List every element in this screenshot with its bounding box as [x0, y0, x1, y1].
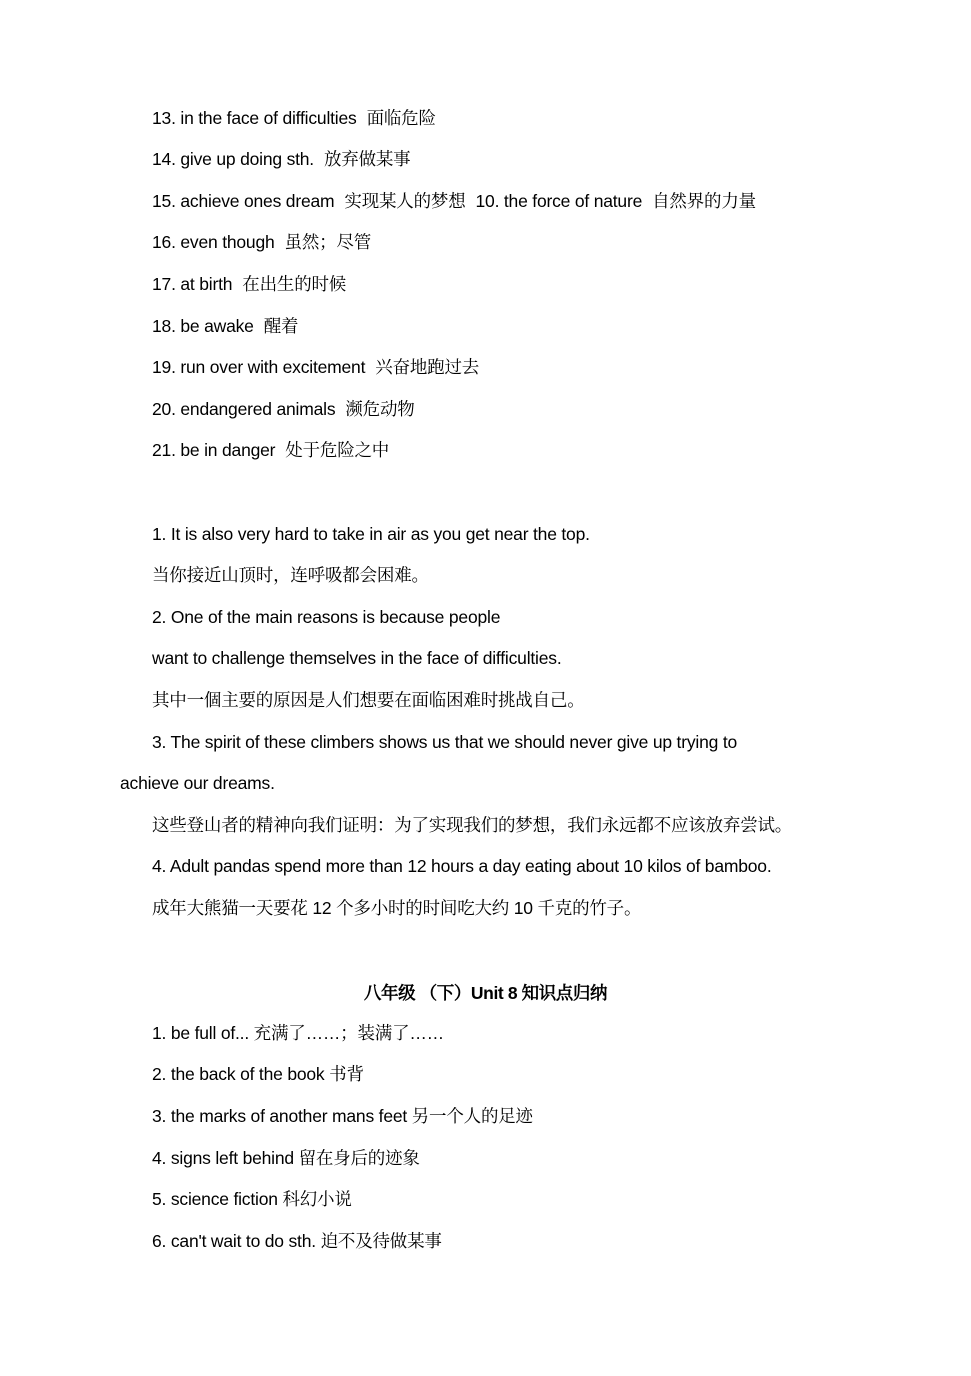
- sentence-english: 1. It is also very hard to take in air as you get near the top.: [152, 524, 590, 544]
- phrase-english: 14. give up doing sth.: [152, 149, 314, 169]
- phrase-item: [152, 439, 389, 461]
- phrase-chinese: 另一个人的足迹: [411, 1106, 533, 1126]
- phrase-english: 10. the force of nature: [475, 191, 643, 211]
- phrase-english: 19. run over with excitement: [152, 357, 366, 377]
- phrase-chinese: 充满了……；装满了……: [253, 1023, 444, 1043]
- phrase-english: 6. can't wait to do sth.: [152, 1231, 316, 1251]
- phrase-item: [152, 1063, 364, 1085]
- phrase-chinese: 处于危险之中: [285, 440, 390, 460]
- sentence-chinese: 这些登山者的精神向我们证明：为了实现我们的梦想，我们永远都不应该放弃尝试。: [152, 815, 793, 835]
- phrase-english: 13. in the face of difficulties: [152, 108, 357, 128]
- phrase-english: 3. the marks of another mans feet: [152, 1106, 408, 1126]
- phrase-item: [152, 231, 371, 253]
- phrase-english: 2. the back of the book: [152, 1064, 325, 1084]
- phrase-item: [152, 190, 756, 212]
- section-title: 八年级 （下）Unit 8 知识点归纳: [363, 983, 608, 1003]
- phrase-english: 21. be in danger: [152, 440, 276, 460]
- sentence-chinese: 当你接近山顶时，连呼吸都会困难。: [152, 565, 429, 585]
- phrase-chinese: 在出生的时候: [242, 274, 347, 294]
- sentence-chinese: 其中一個主要的原因是人们想要在面临困难时挑战自己。: [152, 690, 585, 710]
- phrase-chinese: 濒危动物: [345, 399, 415, 419]
- phrase-item: [152, 398, 415, 420]
- phrase-chinese: 面临危险: [366, 108, 436, 128]
- phrase-english: 20. endangered animals: [152, 399, 336, 419]
- phrase-item: [152, 107, 436, 129]
- phrase-chinese: 迫不及待做某事: [320, 1231, 442, 1251]
- phrase-chinese: 书背: [329, 1064, 364, 1084]
- sentence-english-continued: achieve our dreams.: [120, 773, 275, 793]
- phrase-english: 16. even though: [152, 232, 275, 252]
- phrase-item: [152, 273, 346, 295]
- phrase-english: 4. signs left behind: [152, 1148, 294, 1168]
- phrase-item: [152, 1230, 442, 1252]
- phrase-chinese: 放弃做某事: [323, 149, 411, 169]
- sentence-chinese: 成年大熊猫一天要花 12 个多小时的时间吃大约 10 千克的竹子。: [152, 898, 642, 918]
- phrase-chinese: 兴奋地跑过去: [375, 357, 480, 377]
- sentence-english: 4. Adult pandas spend more than 12 hours a day eating about 10 kilos of bamboo.: [152, 856, 772, 876]
- phrase-english: 17. at birth: [152, 274, 233, 294]
- phrase-chinese: 醒着: [263, 316, 299, 336]
- phrase-english: 15. achieve ones dream: [152, 191, 335, 211]
- phrase-chinese: 科幻小说: [282, 1189, 352, 1209]
- phrase-english: 1. be full of...: [152, 1023, 249, 1043]
- phrase-chinese: 自然界的力量: [652, 191, 756, 211]
- phrase-english: 5. science fiction: [152, 1189, 278, 1209]
- phrase-item: [152, 1105, 533, 1127]
- phrase-chinese: 留在身后的迹象: [298, 1148, 420, 1168]
- sentence-english: 2. One of the main reasons is because people: [152, 607, 501, 627]
- phrase-chinese: 实现某人的梦想: [344, 191, 466, 211]
- phrase-item: [152, 1188, 352, 1210]
- phrase-item: [152, 315, 298, 337]
- phrase-item: [152, 1147, 420, 1169]
- phrase-item: [152, 1022, 444, 1044]
- sentence-english: 3. The spirit of these climbers shows us that we should never give up trying to: [152, 732, 738, 752]
- phrase-item: [152, 148, 410, 170]
- phrase-chinese: 虽然；尽管: [284, 232, 372, 252]
- phrase-english: 18. be awake: [152, 316, 254, 336]
- phrase-item: [152, 356, 479, 378]
- sentence-english-continued: want to challenge themselves in the face of difficulties.: [152, 648, 562, 668]
